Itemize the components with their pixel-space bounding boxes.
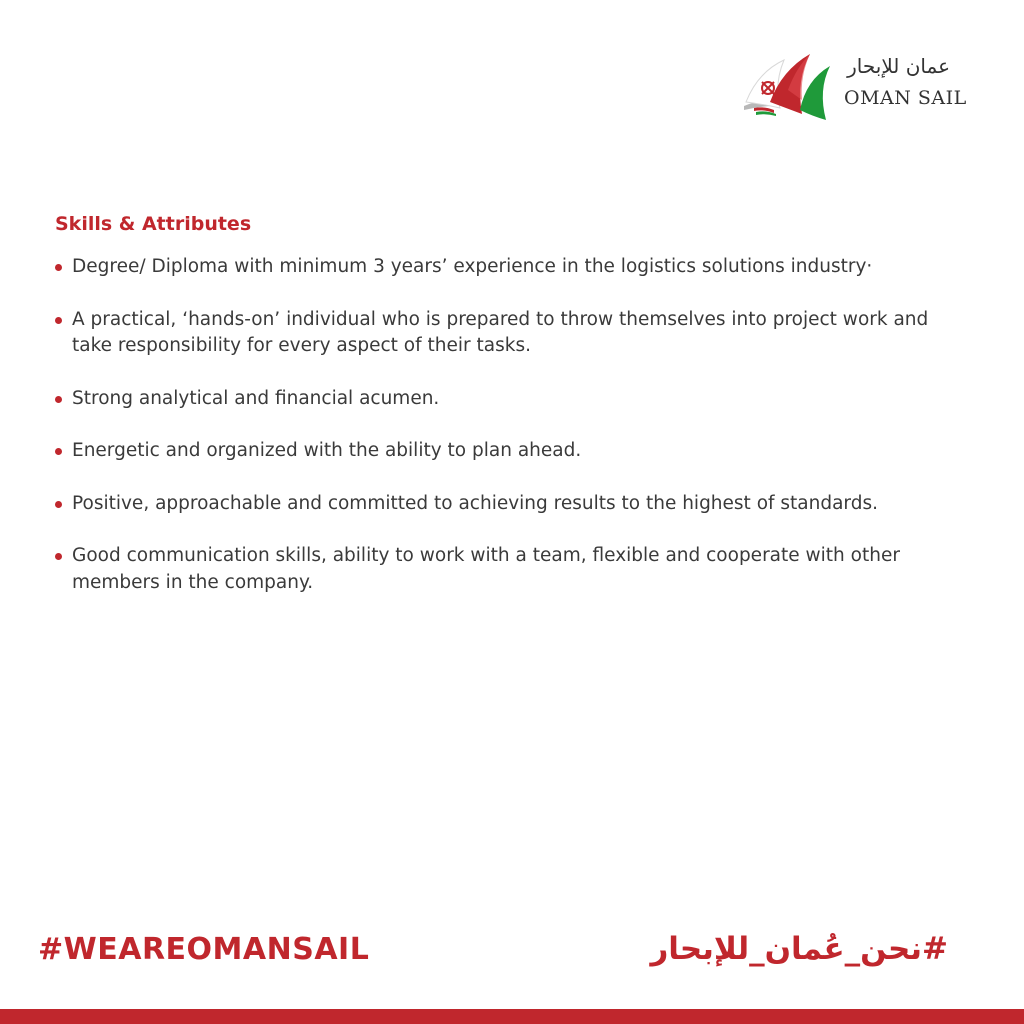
list-item: [55, 438, 935, 465]
list-item-text: Good communication skills, ability to work with a team, flexible and cooperate with other members in the company.: [72, 545, 900, 593]
list-item: [55, 254, 935, 281]
hashtag-english: #WEAREOMANSAIL: [38, 932, 370, 967]
logo-arabic-text: عمان للإبحار: [847, 54, 950, 78]
list-item: [55, 543, 935, 596]
list-item-text: Energetic and organized with the ability to plan ahead.: [72, 440, 582, 461]
list-item-text: Strong analytical and financial acumen.: [72, 387, 440, 409]
bullet-dot-icon: [55, 553, 62, 560]
hashtag-arabic: #نحن_عُمان_للإبحار: [650, 931, 948, 967]
list-item-text: A practical, ‘hands-on’ individual who is prepared to throw themselves into project work and take responsibility for every aspect of their tasks.: [72, 308, 929, 356]
bullet-dot-icon: [55, 501, 62, 508]
oman-sail-logo: [740, 50, 967, 122]
bottom-accent-bar: [0, 1009, 1024, 1024]
section-heading: Skills & Attributes: [55, 213, 252, 235]
list-item-text: Degree/ Diploma with minimum 3 years’ experience in the logistics solutions industry·: [72, 256, 873, 277]
logo-english-text: OMAN SAIL: [844, 87, 967, 109]
skills-list: [55, 254, 935, 622]
list-item: [55, 491, 935, 518]
list-item: [55, 307, 935, 360]
oman-sail-sails-icon: [740, 50, 838, 122]
bullet-dot-icon: [55, 396, 62, 403]
list-item-text: Positive, approachable and committed to achieving results to the highest of standards.: [72, 492, 878, 514]
list-item: [55, 386, 935, 413]
bullet-dot-icon: [55, 317, 62, 324]
bullet-dot-icon: [55, 448, 62, 455]
bullet-dot-icon: [55, 264, 62, 271]
